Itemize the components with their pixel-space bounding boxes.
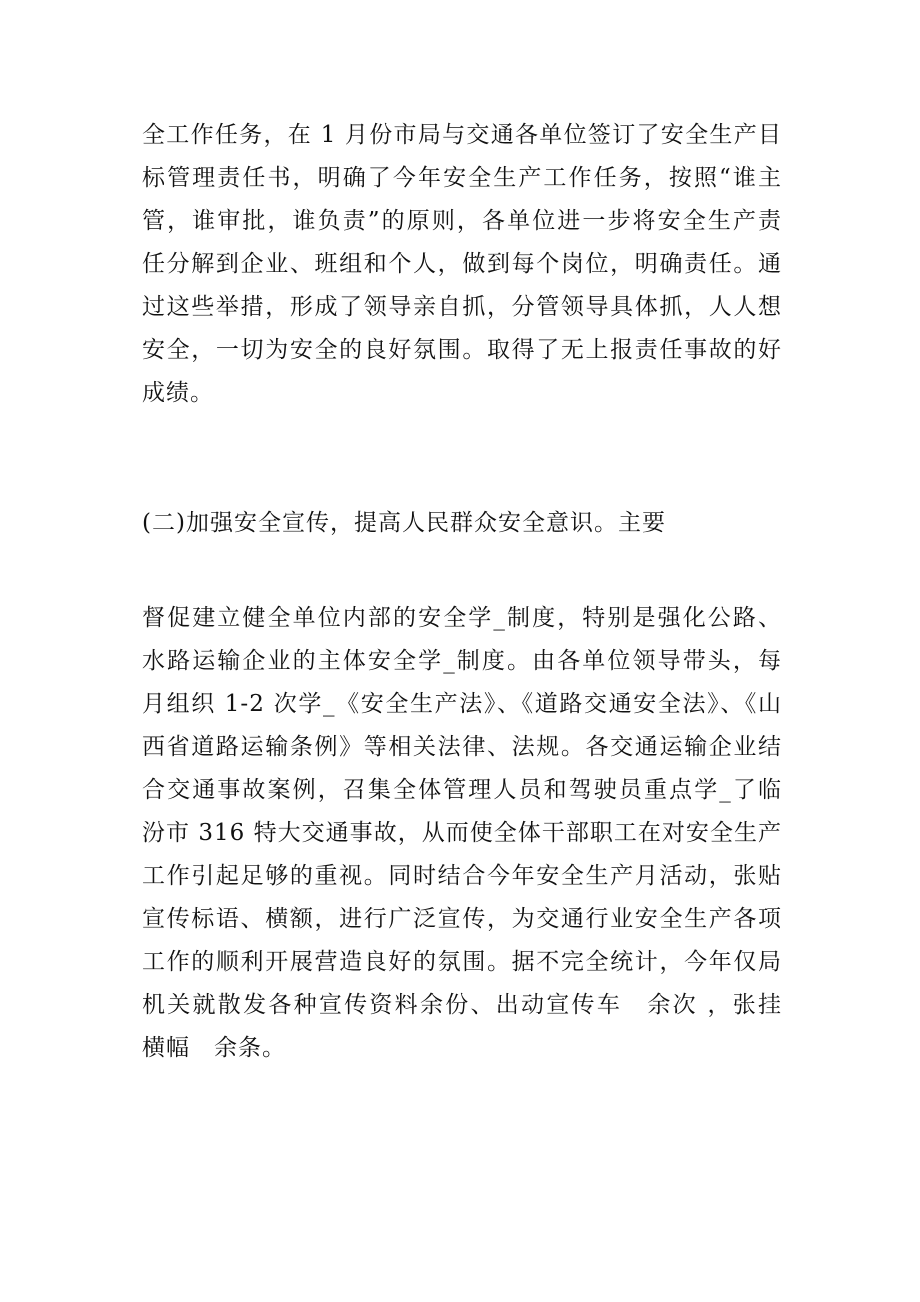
text-line: 督促建立健全单位内部的安全学_制度，特别是强化公路、 (142, 605, 782, 631)
text-line: 标管理责任书，明确了今年安全生产工作任务，按照“谁主 (142, 165, 782, 191)
text-line: 工作引起足够的重视。同时结合今年安全生产月活动，张贴 (142, 863, 782, 889)
text-line: 成绩。 (142, 380, 214, 406)
text-line: 宣传标语、横额，进行广泛宣传，为交通行业安全生产各项 (142, 906, 782, 932)
text-line: 月组织 1-2 次学_《安全生产法》、《道路交通安全法》、《山 (142, 691, 782, 717)
text-line: 过这些举措，形成了领导亲自抓，分管领导具体抓，人人想 (142, 294, 782, 320)
text-line: 横幅 余条。 (142, 1035, 286, 1061)
text-line: 西省道路运输条例》等相关法律、法规。各交通运输企业结 (142, 734, 782, 760)
text-line: 汾市 316 特大交通事故，从而使全体干部职工在对安全生产 (142, 820, 782, 846)
paragraph-safety-responsibility (142, 114, 782, 415)
text-line: 工作的顺利开展营造良好的氛围。据不完全统计，今年仅局 (142, 949, 782, 975)
text-line: 任分解到企业、班组和个人，做到每个岗位，明确责任。通 (142, 251, 782, 277)
text-line: 机关就散发各种宣传资料余份、出动宣传车 余次 ，张挂 (142, 992, 782, 1018)
text-line: 管，谁审批，谁负责”的原则，各单位进一步将安全生产责 (142, 208, 782, 234)
text-line: 合交通事故案例，召集全体管理人员和驾驶员重点学_了临 (142, 777, 782, 803)
section-heading (142, 502, 782, 545)
text-line: 水路运输企业的主体安全学_制度。由各单位领导带头，每 (142, 648, 782, 674)
text-line: 安全，一切为安全的良好氛围。取得了无上报责任事故的好 (142, 337, 782, 363)
text-line: 全工作任务，在 1 月份市局与交通各单位签订了安全生产目 (142, 122, 782, 148)
paragraph-safety-publicity (142, 597, 782, 1070)
heading-line: (二)加强安全宣传，提高人民群众安全意识。主要 (142, 510, 666, 536)
